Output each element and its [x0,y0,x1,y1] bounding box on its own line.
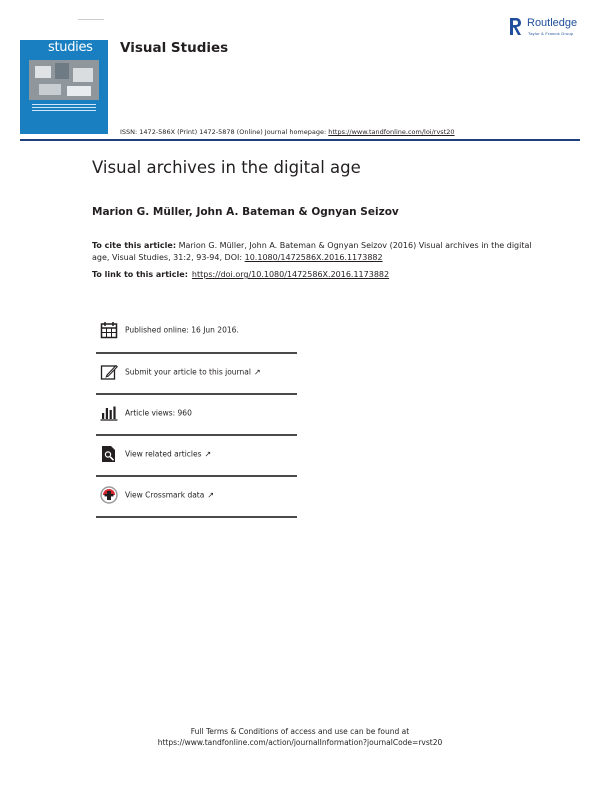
article-url-link[interactable]: https://doi.org/10.1080/1472586X.2016.1173882 [191,270,390,279]
external-link-icon: ↗ [253,367,261,377]
footer-line1: Full Terms & Conditions of access and use can be found at [190,727,410,736]
routledge-logo-icon [508,16,524,37]
journal-homepage-link[interactable]: https://www.tandfonline.com/loi/rvst20 [328,128,455,136]
cover-text-lines [32,104,96,113]
cover-title-line2: studies [48,40,93,55]
page-top-mark [78,19,104,20]
crossmark-row[interactable] [96,475,297,515]
article-views-row [96,393,297,433]
calendar-icon [100,321,118,339]
cover-artwork [29,60,99,100]
issn-text: ISSN: 1472-586X (Print) 1472-5878 (Online) Journal homepage: [120,128,329,136]
footer-terms [0,726,600,748]
crossmark-link[interactable]: View Crossmark data ↗ [125,490,215,500]
external-link-icon: ↗ [204,449,212,459]
citation-label: To cite this article: [92,241,177,250]
document-search-icon [100,445,118,463]
bar-chart-icon [100,404,118,422]
cover-title [27,30,93,54]
issn-line [120,128,455,136]
divider [96,516,297,518]
journal-name: Visual Studies [120,40,229,56]
related-articles-row[interactable] [96,434,297,474]
crossmark-icon [100,486,118,504]
doi-link[interactable]: 10.1080/1472586X.2016.1173882 [244,253,383,262]
citation-block [92,240,532,264]
submit-article-row[interactable] [96,352,297,392]
external-link-icon: ↗ [207,490,215,500]
edit-icon [100,363,118,381]
published-online-row [96,310,297,350]
article-authors: Marion G. Müller, John A. Bateman & Ognyan Seizov [92,206,399,218]
published-online-text: Published online: 16 Jun 2016. [125,325,239,335]
article-link-line [92,270,389,279]
journal-cover-image [20,28,108,134]
citation-text: Marion G. Müller, John A. Bateman & Ognyan Seizov (2016) Visual archives in the digital age, Visual Studies, 31:2, 93-94, DOI: [92,241,532,262]
publisher-tagline: Taylor & Francis Group [528,31,574,36]
publisher-name: Routledge [527,17,578,29]
link-label: To link to this article: [92,270,188,279]
article-title: Visual archives in the digital age [92,158,361,177]
related-articles-link[interactable]: View related articles ↗ [125,449,212,459]
article-views-text: Article views: 960 [125,408,192,418]
footer-terms-link[interactable]: https://www.tandfonline.com/action/journalInformation?journalCode=rvst20 [157,738,443,747]
header-divider [20,139,580,141]
cover-title-line1: visual [27,28,64,43]
submit-article-link[interactable]: Submit your article to this journal ↗ [125,367,261,377]
